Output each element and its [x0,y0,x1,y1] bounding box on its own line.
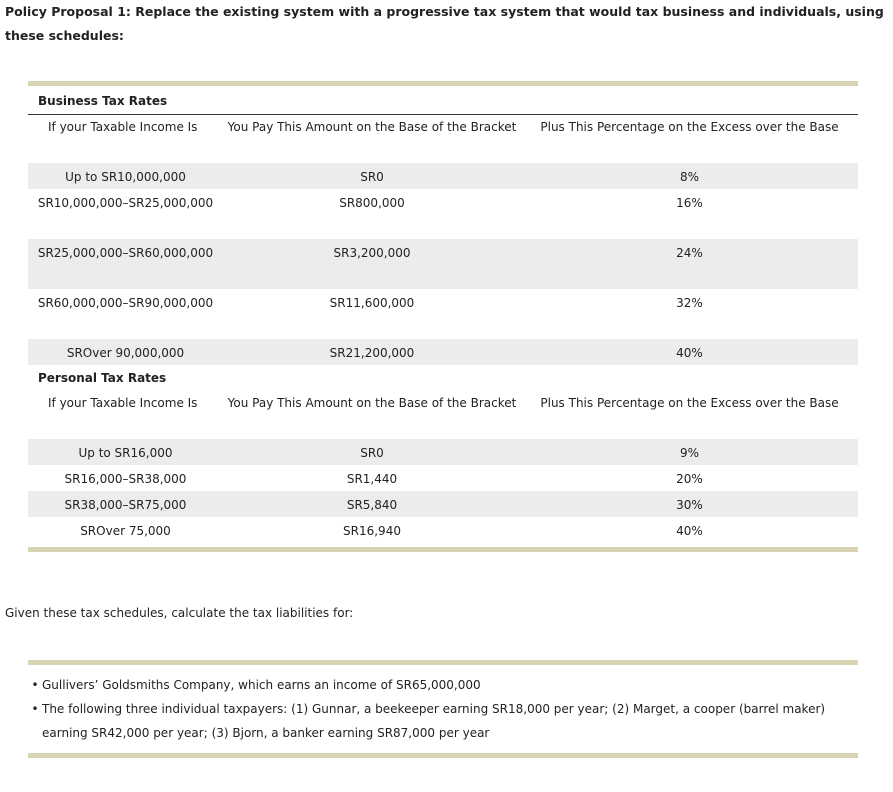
header-income: If your Taxable Income Is [48,396,198,410]
base-cell: SR16,940 [343,524,401,538]
income-cell: SR25,000,000–SR60,000,000 [28,239,223,289]
table-row [28,439,858,465]
table-row [28,239,858,289]
personal-rates-table [28,391,858,543]
percent-cell: 30% [521,491,858,517]
tax-schedule-box [28,81,858,552]
percent-cell: 20% [676,472,703,486]
header-base-amount: You Pay This Amount on the Base of the Bracket [227,120,517,134]
percent-cell: 24% [521,239,858,289]
page-heading: Policy Proposal 1: Replace the existing system with a progressive tax system that would tax business and individuals, using these schedules: [5,4,884,43]
header-income: If your Taxable Income Is [48,120,198,134]
base-cell: SR5,840 [223,491,521,517]
table-row [28,491,858,517]
task-list [28,673,858,745]
base-cell: SR0 [223,163,521,189]
table-row [28,163,858,189]
table-row [28,189,858,239]
base-cell: SR21,200,000 [223,339,521,365]
income-cell: SROver 75,000 [80,524,171,538]
task-list-box [28,660,858,758]
list-item: • The following three individual taxpayers: (1) Gunnar, a beekeeper earning SR18,000 per year; (2) Marget, a cooper (barrel maker) earning SR42,000 per year; (3) Bjorn, a banker earning SR87,000 per year [42,697,858,745]
table-row [28,517,858,543]
income-cell: SROver 90,000,000 [28,339,223,365]
header-percentage: Plus This Percentage on the Excess over the Base [540,120,839,134]
percent-cell: 40% [676,524,703,538]
percent-cell: 16% [676,196,703,210]
bullet-icon: • [31,702,39,716]
table-row [28,465,858,491]
table-row [28,339,858,365]
list-item: • Gullivers’ Goldsmiths Company, which earns an income of SR65,000,000 [42,673,858,697]
percent-cell: 9% [521,439,858,465]
list-bottom-bar [28,753,858,758]
percent-cell: 8% [521,163,858,189]
income-cell: SR38,000–SR75,000 [28,491,223,517]
header-percentage: Plus This Percentage on the Excess over the Base [540,396,839,410]
base-cell: SR800,000 [339,196,405,210]
bullet-icon: • [31,678,39,692]
personal-section-title: Personal Tax Rates [38,371,167,385]
instruction-text: Given these tax schedules, calculate the tax liabilities for: [5,606,354,620]
income-cell: SR10,000,000–SR25,000,000 [37,196,214,210]
income-cell: SR16,000–SR38,000 [64,472,187,486]
table-row [28,289,858,339]
business-rates-table [28,115,858,365]
income-cell: SR60,000,000–SR90,000,000 [37,296,214,310]
business-header-row [28,115,858,163]
header-base-amount: You Pay This Amount on the Base of the Bracket [227,396,517,410]
business-section-title: Business Tax Rates [28,86,858,115]
income-cell: Up to SR16,000 [28,439,223,465]
base-cell: SR0 [223,439,521,465]
list-top-bar [28,660,858,665]
percent-cell: 40% [521,339,858,365]
percent-cell: 32% [676,296,703,310]
income-cell: Up to SR10,000,000 [28,163,223,189]
base-cell: SR11,600,000 [329,296,415,310]
personal-header-row [28,391,858,439]
base-cell: SR3,200,000 [223,239,521,289]
bottom-divider-bar [28,547,858,552]
base-cell: SR1,440 [346,472,398,486]
